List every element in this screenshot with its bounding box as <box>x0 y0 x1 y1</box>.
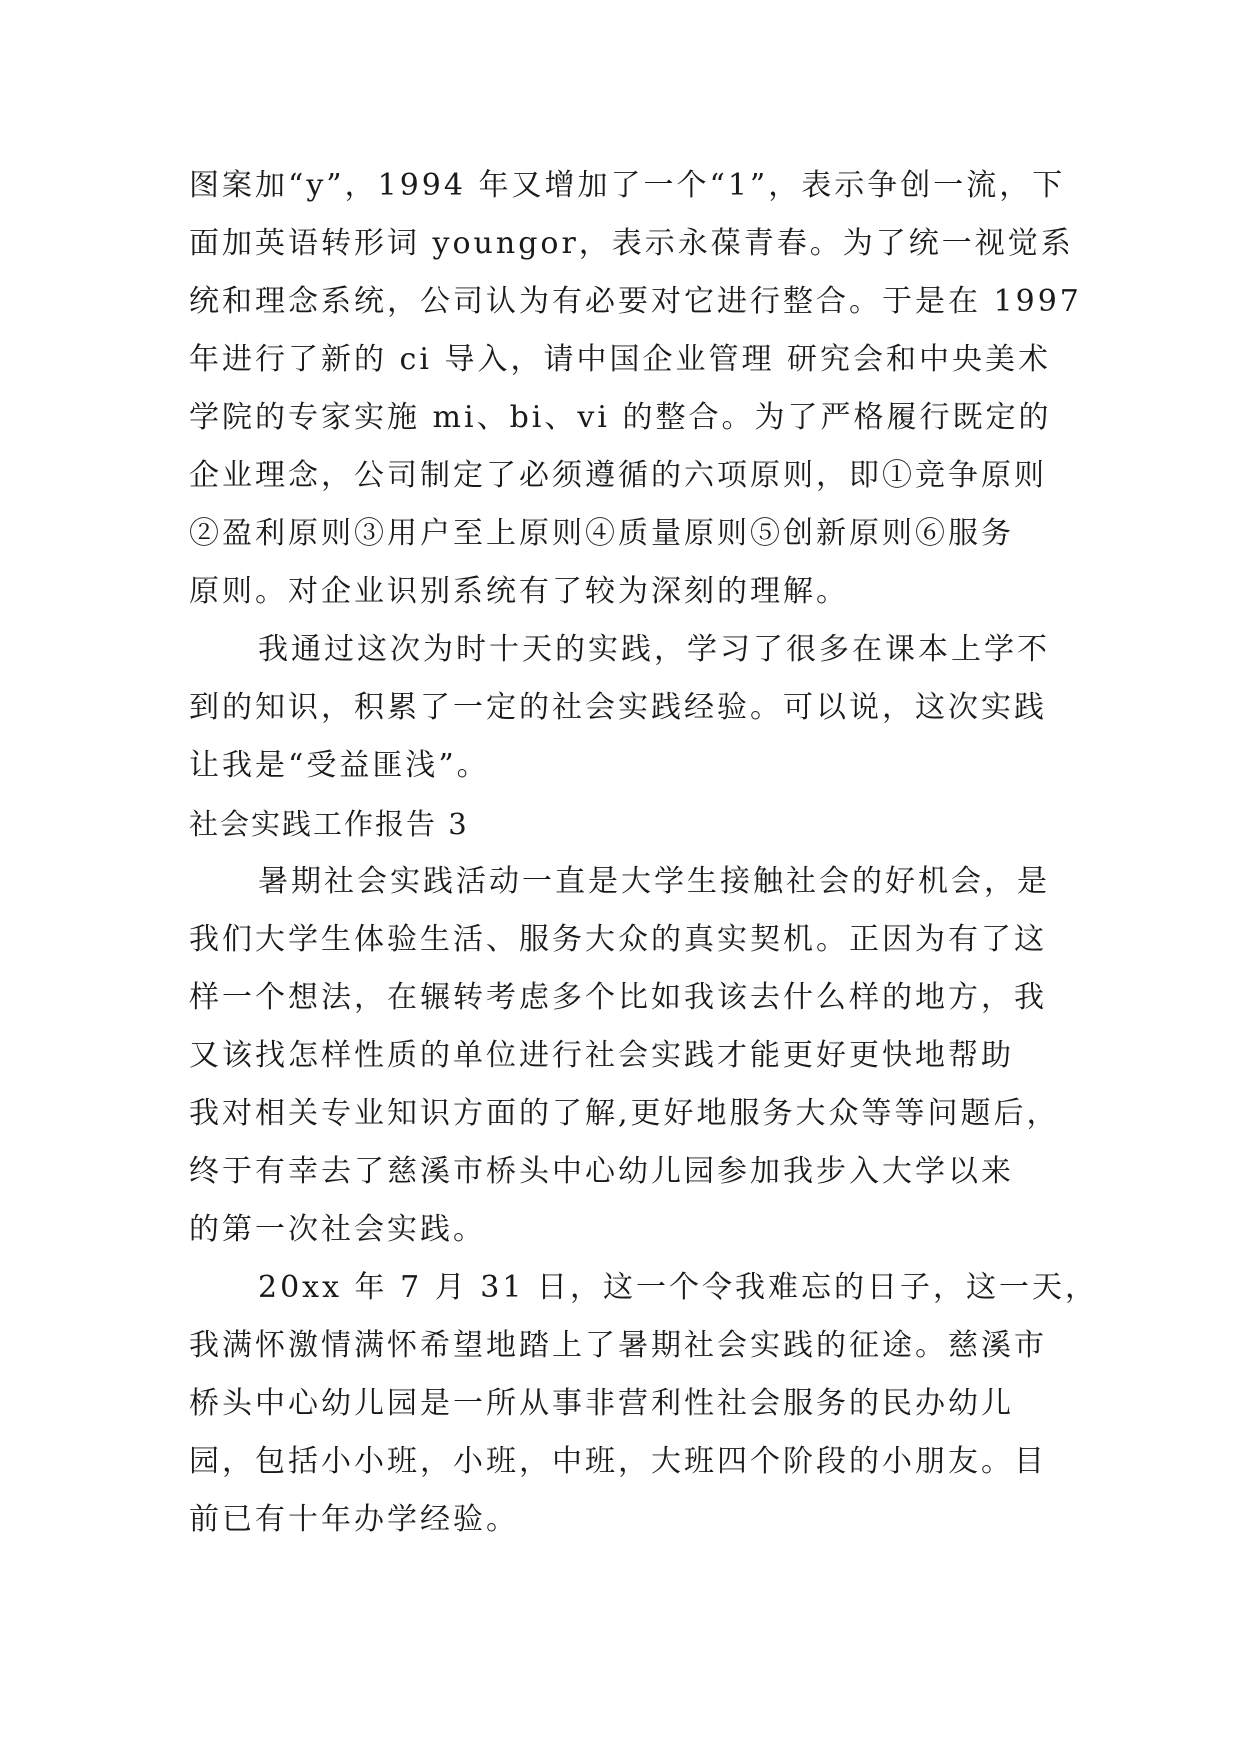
text-line: 原则。对企业识别系统有了较为深刻的理解。 <box>189 574 849 609</box>
text-line: 面加英语转形词 youngor，表示永葆青春。为了统一视觉系 <box>189 226 1074 261</box>
text-line: 统和理念系统，公司认为有必要对它进行整合。于是在 1997 <box>189 284 1082 319</box>
text-line: 样一个想法，在辗转考虑多个比如我该去什么样的地方，我 <box>189 980 1047 1015</box>
text-line: 我通过这次为时十天的实践，学习了很多在课本上学不 <box>258 632 1050 667</box>
text-line: 年进行了新的 ci 导入，请中国企业管理 研究会和中央美术 <box>189 342 1052 377</box>
text-line: 园，包括小小班，小班，中班，大班四个阶段的小朋友。目 <box>189 1444 1047 1479</box>
text-line: 我满怀激情满怀希望地踏上了暑期社会实践的征途。慈溪市 <box>189 1328 1047 1363</box>
section-heading: 社会实践工作报告 3 <box>189 807 469 841</box>
text-line: 前已有十年办学经验。 <box>189 1502 519 1537</box>
text-line: 桥头中心幼儿园是一所从事非营利性社会服务的民办幼儿 <box>189 1386 1014 1421</box>
text-line: 学院的专家实施 mi、bi、vi 的整合。为了严格履行既定的 <box>189 400 1052 435</box>
text-line: 图案加“y”，1994 年又增加了一个“1”，表示争创一流，下 <box>189 168 1066 203</box>
text-line: 我们大学生体验生活、服务大众的真实契机。正因为有了这 <box>189 922 1047 957</box>
text-line: 20xx 年 7 月 31 日，这一个令我难忘的日子，这一天， <box>258 1270 1098 1305</box>
text-line: 让我是“受益匪浅”。 <box>189 748 490 783</box>
text-line: ②盈利原则③用户至上原则④质量原则⑤创新原则⑥服务 <box>189 516 1014 551</box>
text-line: 企业理念，公司制定了必须遵循的六项原则，即①竞争原则 <box>189 458 1047 493</box>
text-line: 暑期社会实践活动一直是大学生接触社会的好机会，是 <box>258 864 1050 899</box>
text-line: 我对相关专业知识方面的了解,更好地服务大众等等问题后， <box>189 1096 1060 1131</box>
text-line: 终于有幸去了慈溪市桥头中心幼儿园参加我步入大学以来 <box>189 1154 1014 1189</box>
text-line: 的第一次社会实践。 <box>189 1212 486 1247</box>
text-line: 又该找怎样性质的单位进行社会实践才能更好更快地帮助 <box>189 1038 1014 1073</box>
text-line: 到的知识，积累了一定的社会实践经验。可以说，这次实践 <box>189 690 1047 725</box>
